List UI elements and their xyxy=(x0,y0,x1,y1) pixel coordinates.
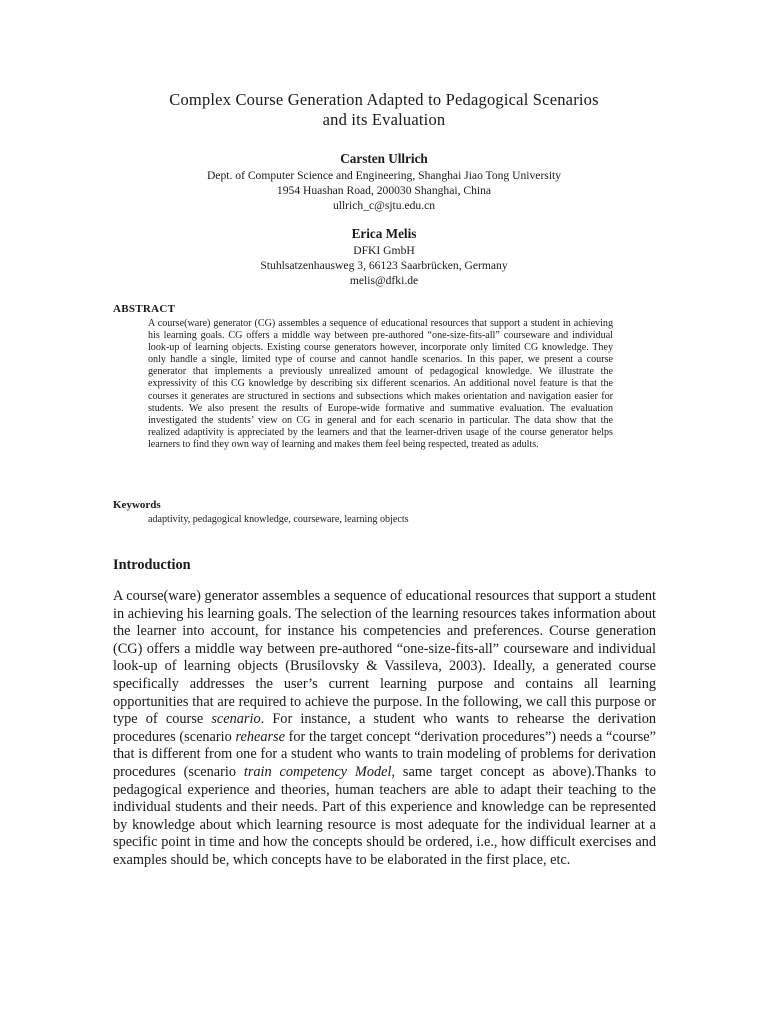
introduction-paragraph xyxy=(113,588,656,870)
keywords-heading: Keywords xyxy=(113,499,161,511)
author-affiliation: DFKI GmbH xyxy=(353,244,415,257)
intro-text-part-1: A course(ware) generator assembles a sequence of educational resources that support a student in achieving his learning goals. The selection of the learning resources takes information about the learner into account, for instance his competencies and preferences. Course generation (CG) offers a middle way between pre-authored “one-size-fits-all” courseware and individual look-up of learning objects (Brusilovsky & Vassileva, 2003). Ideally, a generated course specifically addresses the user’s current learning purpose and contains all learning opportunities that are required to achieve the purpose. In the following, we call this purpose or type of course xyxy=(113,588,656,728)
author-name: Carsten Ullrich xyxy=(340,151,428,166)
author-block-2 xyxy=(0,225,768,288)
intro-italic-train-competency: train competency Model xyxy=(243,763,392,780)
intro-text-part-4: , same target concept as above).Thanks to pedagogical experience and theories, human teachers are able to adapt their teaching to the individual students and their needs. Part of this experience and knowledge can be represented by knowledge about which learning resource is most adequate for the individual learner at a specific point in time and how the concepts should be ordered, i.e., how difficult exercises and examples should be, which concepts have to be elaborated in the first place, etc. xyxy=(113,763,656,868)
section-heading-introduction: Introduction xyxy=(113,557,191,573)
intro-text-part-2: . For instance, a student who wants to rehearse the derivation procedures (scenario xyxy=(113,711,656,745)
title-line-1: Complex Course Generation Adapted to Pedagogical Scenarios xyxy=(169,90,599,109)
author-address: Stuhlsatzenhausweg 3, 66123 Saarbrücken, Germany xyxy=(260,259,508,272)
introduction-text xyxy=(113,588,656,870)
intro-italic-scenario: scenario xyxy=(211,711,261,728)
author-name: Erica Melis xyxy=(351,226,417,241)
author-email: ullrich_c@sjtu.edu.cn xyxy=(332,199,436,212)
title-line-2: and its Evaluation xyxy=(322,110,446,129)
author-email: melis@dfki.de xyxy=(349,274,419,287)
intro-text-part-3: for the target concept “derivation procedures”) needs a “course” that is different from one for a student who wants to train modeling of problems for derivation procedures (scenario xyxy=(113,728,656,780)
intro-italic-rehearse: rehearse xyxy=(235,728,285,745)
author-address: 1954 Huashan Road, 200030 Shanghai, China xyxy=(276,184,492,197)
paper-title xyxy=(0,90,768,130)
abstract-text: A course(ware) generator (CG) assembles a sequence of educational resources that support a student in achieving his learning goals. CG offers a middle way between pre-authored “one-size-fits-all” courseware and individual look-up of learning objects. Existing course generators however, incorporate only limited CG knowledge. They only handle a single, limited type of course and cannot handle scenarios. In this paper, we present a course generator that implements a previously unrealized amount of pedagogical knowledge. We illustrate the expressivity of this CG knowledge by describing six different scenarios. An additional novel feature is that the courses it generates are structured in sections and subsections which makes orientation and navigation easier for students. We also present the results of Europe-wide formative and summative evaluation. The evaluation investigated the students’ view on CG in general and for each scenario in particular. The data show that the realized adaptivity is appreciated by the learners and that the learner-driven usage of the course generator helps learners to find they own way of learning and makes them feel being respected, treated as adults. xyxy=(148,318,613,450)
keywords-text: adaptivity, pedagogical knowledge, courseware, learning objects xyxy=(148,514,409,525)
author-block-1 xyxy=(0,150,768,213)
author-affiliation: Dept. of Computer Science and Engineering, Shanghai Jiao Tong University xyxy=(206,169,562,182)
abstract-heading: ABSTRACT xyxy=(113,303,176,315)
